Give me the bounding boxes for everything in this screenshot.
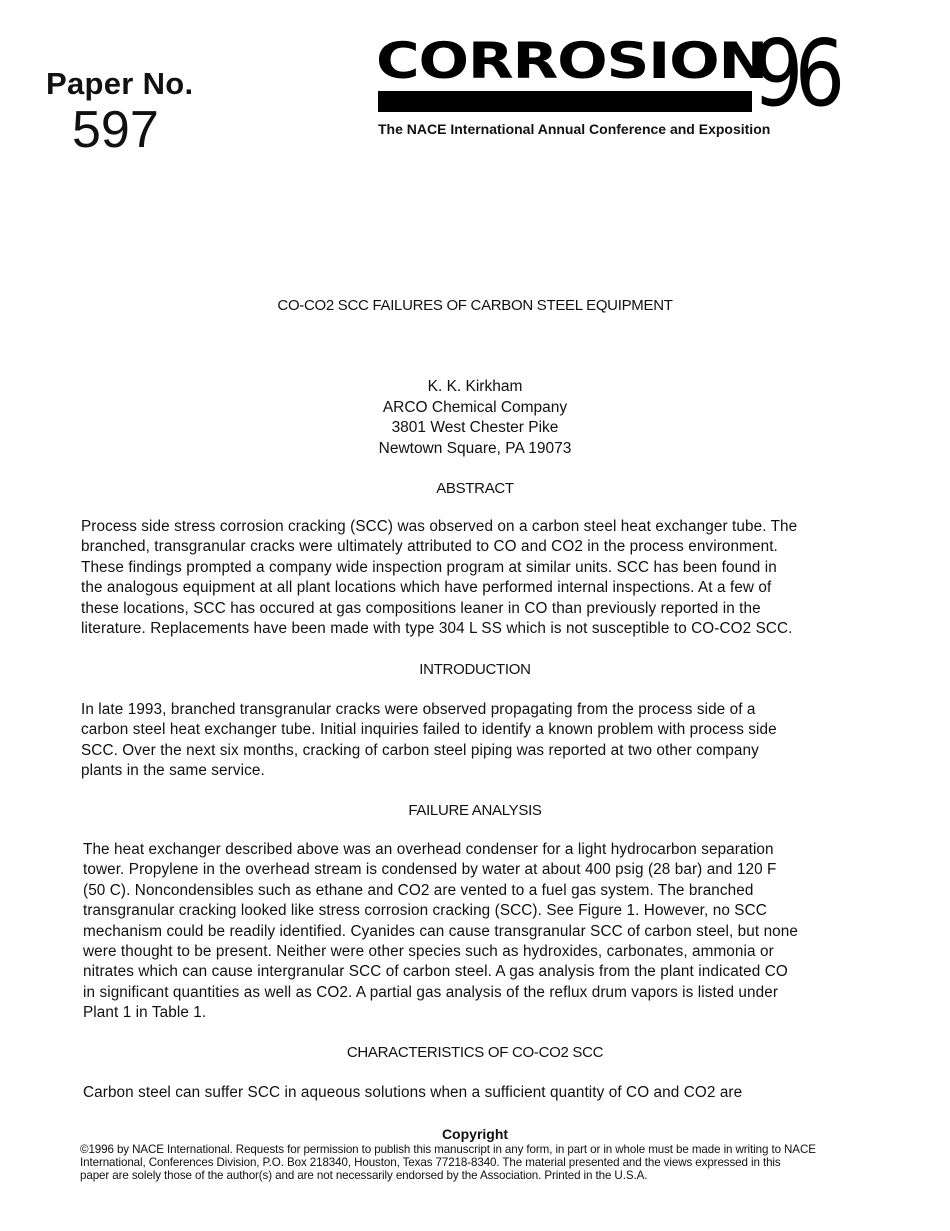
copyright-block	[0, 1126, 950, 1183]
failure-analysis-body	[83, 840, 873, 1024]
conference-logo	[376, 20, 866, 146]
failure-analysis-line: (50 C). Noncondensibles such as ethane and CO2 are vented to a fuel gas system. The branched	[83, 881, 754, 899]
paper-title: CO-CO2 SCC FAILURES OF CARBON STEEL EQUIPMENT	[277, 297, 673, 314]
abstract-line: these locations, SCC has occured at gas compositions leaner in CO than previously reported in the	[81, 599, 761, 617]
author-block	[0, 377, 950, 459]
logo-tagline: The NACE International Annual Conference and Exposition	[378, 121, 771, 137]
author-company: ARCO Chemical Company	[382, 398, 568, 416]
author-street: 3801 West Chester Pike	[391, 419, 559, 436]
copyright-heading: Copyright	[441, 1126, 509, 1142]
characteristics-body	[83, 1083, 873, 1103]
introduction-line: In late 1993, branched transgranular cracks were observed propagating from the process side of a	[81, 701, 756, 718]
logo-year: 96	[753, 20, 837, 127]
characteristics-heading: CHARACTERISTICS OF CO-CO2 SCC	[346, 1044, 604, 1061]
failure-analysis-line: The heat exchanger described above was an overhead condenser for a light hydrocarbon separation	[83, 841, 774, 858]
abstract-line: the analogous equipment at all plant locations which have performed internal inspections. At a few of	[81, 579, 772, 597]
abstract-line: Process side stress corrosion cracking (SCC) was observed on a carbon steel heat exchanger tube. The	[81, 518, 798, 535]
paper-number: 597	[72, 101, 159, 159]
introduction-line: carbon steel heat exchanger tube. Initial inquiries failed to identify a known problem with process side	[81, 721, 777, 739]
abstract-body	[81, 517, 871, 639]
failure-analysis-line: Plant 1 in Table 1.	[83, 1004, 207, 1022]
paper-label: Paper No.	[46, 66, 194, 101]
characteristics-line: Carbon steel can suffer SCC in aqueous solutions when a sufficient quantity of CO and CO2 are	[83, 1084, 743, 1101]
introduction-line: SCC. Over the next six months, cracking of carbon steel piping was reported at two other company	[81, 741, 759, 759]
failure-analysis-heading: FAILURE ANALYSIS	[408, 802, 542, 819]
abstract-heading: ABSTRACT	[436, 480, 514, 497]
copyright-line: paper are solely those of the author(s) and are not necessarily endorsed by the Association. Printed in the U.S.A.	[80, 1169, 648, 1183]
copyright-line: International, Conferences Division, P.O. Box 218340, Houston, Texas 77218-8340. The material presented and the views expressed in this	[80, 1156, 781, 1170]
introduction-heading: INTRODUCTION	[419, 661, 531, 678]
failure-analysis-line: were thought to be present. Neither were other species such as hydroxides, carbonates, ammonia or	[83, 943, 774, 961]
failure-analysis-line: in significant quantities as well as CO2. A partial gas analysis of the reflux drum vapors is listed under	[83, 983, 779, 1001]
copyright-line: ©1996 by NACE International. Requests for permission to publish this manuscript in any form, in part or in whole must be made in writing to NACE	[80, 1143, 816, 1156]
abstract-line: branched, transgranular cracks were ultimately attributed to CO and CO2 in the process environment.	[81, 538, 778, 556]
failure-analysis-line: tower. Propylene in the overhead stream is condensed by water at about 400 psig (28 bar) and 120 F	[83, 861, 777, 879]
introduction-line: plants in the same service.	[81, 762, 265, 780]
author-city: Newtown Square, PA 19073	[378, 439, 572, 457]
failure-analysis-line: mechanism could be readily identified. Cyanides can cause transgranular SCC of carbon steel, but none	[83, 922, 799, 940]
copyright-text	[80, 1143, 870, 1183]
failure-analysis-line: transgranular cracking looked like stress corrosion cracking (SCC). See Figure 1. However, no SCC	[83, 902, 767, 920]
introduction-body	[81, 700, 871, 782]
author-name: K. K. Kirkham	[427, 378, 523, 395]
abstract-line: These findings prompted a company wide inspection program at similar units. SCC has been found in	[81, 558, 777, 576]
abstract-line: literature. Replacements have been made with type 304 L SS which is not susceptible to CO-CO2 SCC.	[81, 620, 793, 638]
logo-word: CORROSION	[376, 32, 768, 90]
logo-bar	[378, 91, 752, 112]
failure-analysis-line: nitrates which can cause intergranular SCC of carbon steel. A gas analysis from the plant indicated CO	[83, 963, 788, 981]
